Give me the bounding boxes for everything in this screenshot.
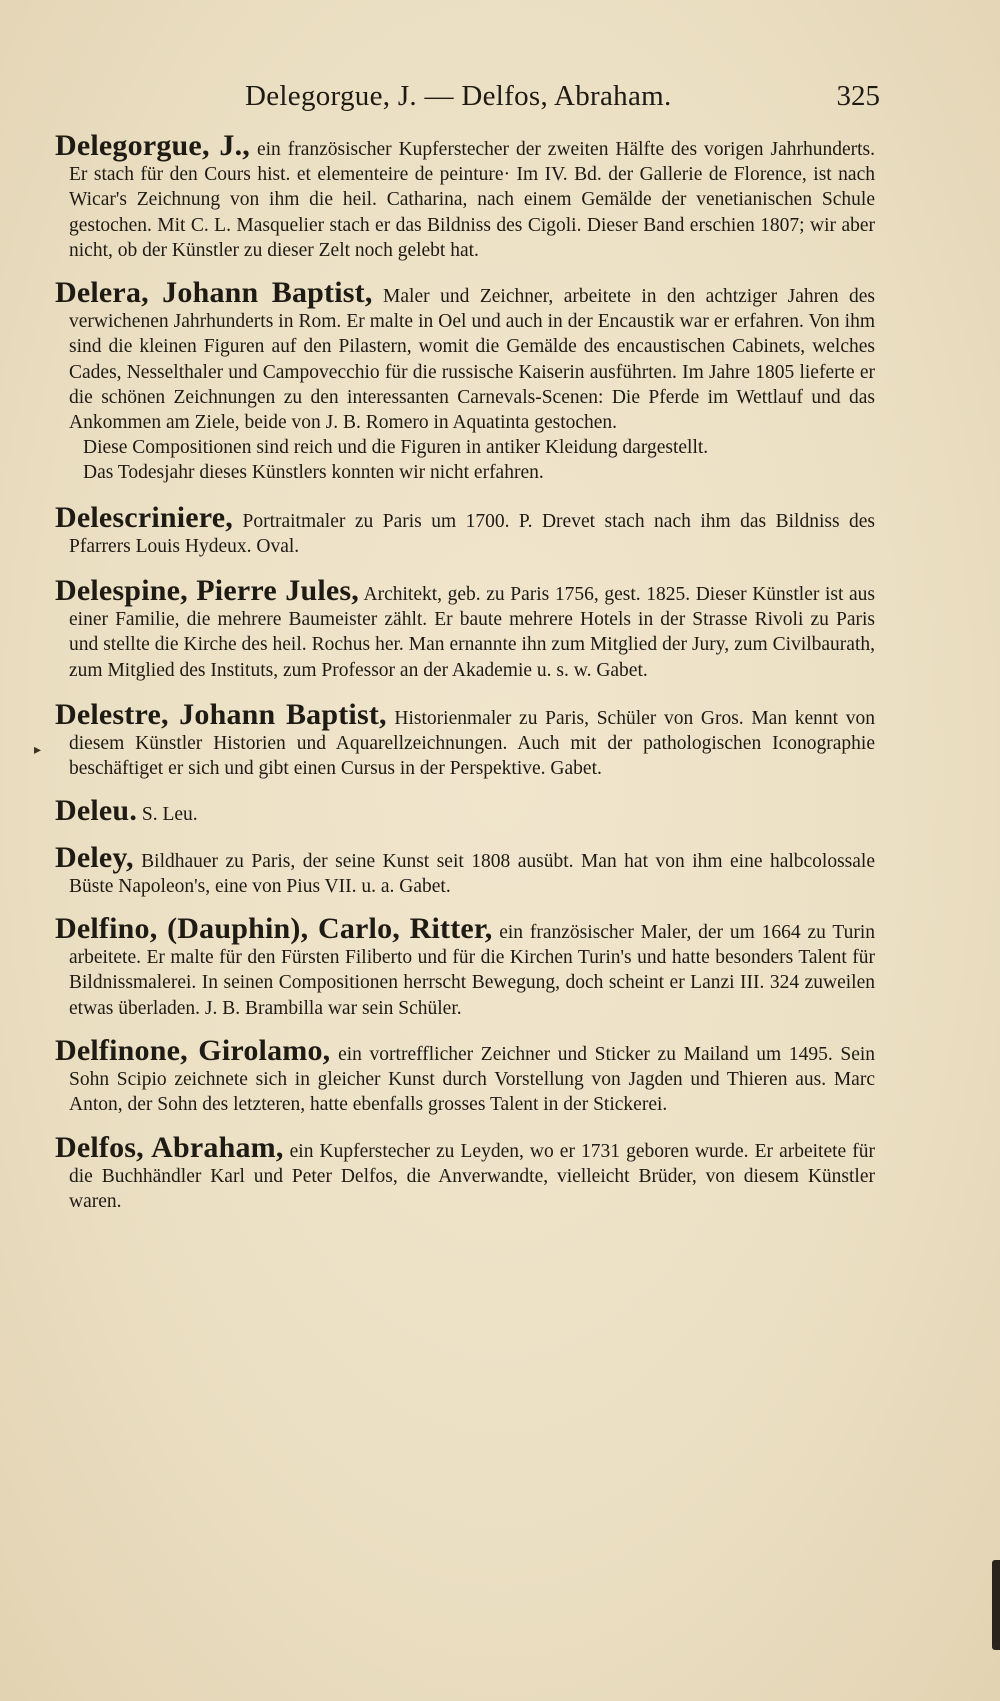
headword: Delera, Johann Baptist, (55, 276, 373, 310)
entry-text: Bildhauer zu Paris, der seine Kunst seit 1808 ausübt. Man hat von ihm eine halbcolossale Büste Napoleon's, eine von Pius VII. u. a. Gabet. (69, 850, 875, 897)
entry-text: Maler und Zeichner, arbeitete in den achtziger Jahren des verwichenen Jahrhunderts in Rom. Er malte in Oel und auch in der Encaustik war er erfahren. Von ihm sind die kleinen Figuren auf den Pilastern, womit die Gemälde des encaustischen Cabinets, welches Cades, Nesselthaler und Campovecchio für die russische Kaiserin ausführten. Im Jahre 1805 lieferte er die schönen Zeichnungen zu den interessanten Carnevals-Scenen: Die Pferde im Wettlauf und das Ankommen am Ziele, beide von J. B. Romero in Aquatinta gestochen. (69, 286, 876, 434)
entry-text: Portraitmaler zu Paris um 1700. P. Drevet stach nach ihm das Bildniss des Pfarrers Louis Hydeux. Oval. (69, 510, 876, 557)
entry-delera (55, 277, 875, 486)
entry-paragraph: Das Todesjahr dieses Künstlers konnten wir nicht erfahren. (83, 462, 544, 484)
entry-delegorgue (55, 130, 875, 263)
headword: Delfino, (Dauphin), Carlo, Ritter, (55, 912, 493, 946)
entry-text: Architekt, geb. zu Paris 1756, gest. 1825. Dieser Künstler ist aus einer Familie, die mehrere Baumeister zählt. Er baute mehrere Hotels in der Strasse Rivoli zu Paris und stellte die Kirche des heil. Rochus her. Man ernannte ihn zum Mitglied der Jury, zum Civilbaurath, zum Mitglied des Instituts, zum Professor an der Akademie u. s. w. Gabet. (69, 584, 875, 681)
entry-paragraph: Diese Compositionen sind reich und die Figuren in antiker Kleidung dargestellt. (83, 437, 709, 459)
entry-delfos (55, 1132, 875, 1215)
entry-text: S. Leu. (141, 804, 198, 826)
headword: Delfinone, Girolamo, (55, 1033, 331, 1067)
headword: Delescriniere, (55, 500, 233, 534)
entry-text: ein französischer Maler, der um 1664 zu Turin arbeitete. Er malte für den Fürsten Filiberto und für die Kirchen Turin's und hatte besonders Talent für Bildnissmalerei. In seinen Compositionen herrscht Bewegung, doch scheint er Lanzi III. 324 zuweilen etwas überladen. J. B. Brambilla war sein Schüler. (69, 922, 875, 1019)
entry-deley (55, 842, 875, 899)
entry-delfino (55, 913, 875, 1021)
entry-delfinone (55, 1035, 875, 1118)
page-body (55, 130, 875, 1228)
page-edge-shadow (992, 1560, 1000, 1650)
margin-mark-icon: ▸ (34, 742, 42, 758)
headword: Deleu. (55, 794, 138, 828)
headword: Delestre, Johann Baptist, (55, 697, 387, 731)
entry-delestre (55, 699, 875, 782)
entry-delescriniere (55, 502, 875, 559)
headword: Deley, (55, 840, 134, 874)
entry-deleu (55, 795, 875, 827)
entry-delespine (55, 575, 875, 683)
headword: Delespine, Pierre Jules, (55, 574, 359, 608)
page-number: 325 (836, 80, 880, 112)
entry-text: ein französischer Kupferstecher der zweiten Hälfte des vorigen Jahrhunderts. Er stach für den Cours hist. et elementeire de peinture· Im IV. Bd. der Gallerie de Florence, ist nach Wicar's Zeichnung von ihm die heil. Catharina, nach einem Gemälde der venetianischen Schule gestochen. Mit C. L. Masquelier stach er das Bildniss des Cigoli. Dieser Band erschien 1807; wir aber nicht, ob der Künstler zu dieser Zelt noch gelebt hat. (69, 139, 875, 261)
headword: Delfos, Abraham, (55, 1130, 284, 1164)
entry-text: ein Kupferstecher zu Leyden, wo er 1731 geboren wurde. Er arbeitete für die Buchhändler Karl und Peter Delfos, die Anverwandte, vielleicht Brüder, von diesem Künstler waren. (69, 1140, 876, 1212)
entry-text: ein vortrefflicher Zeichner und Sticker zu Mailand um 1495. Sein Sohn Scipio zeichnete sich in gleicher Kunst durch Vorstellung von Jagden und Thieren aus. Marc Anton, der Sohn des letzteren, hatte ebenfalls grosses Talent in der Stickerei. (69, 1043, 876, 1116)
headword: Delegorgue, J., (55, 129, 251, 162)
entry-text: Historienmaler zu Paris, Schüler von Gros. Man kennt von diesem Künstler Historien und Aquarellzeichnungen. Auch mit der pathologischen Iconographie beschäftiget er sich und gibt einen Cursus in der Perspektive. Gabet. (69, 707, 876, 780)
running-head: Delegorgue, J. — Delfos, Abraham. (245, 80, 672, 112)
page-header (60, 80, 880, 130)
